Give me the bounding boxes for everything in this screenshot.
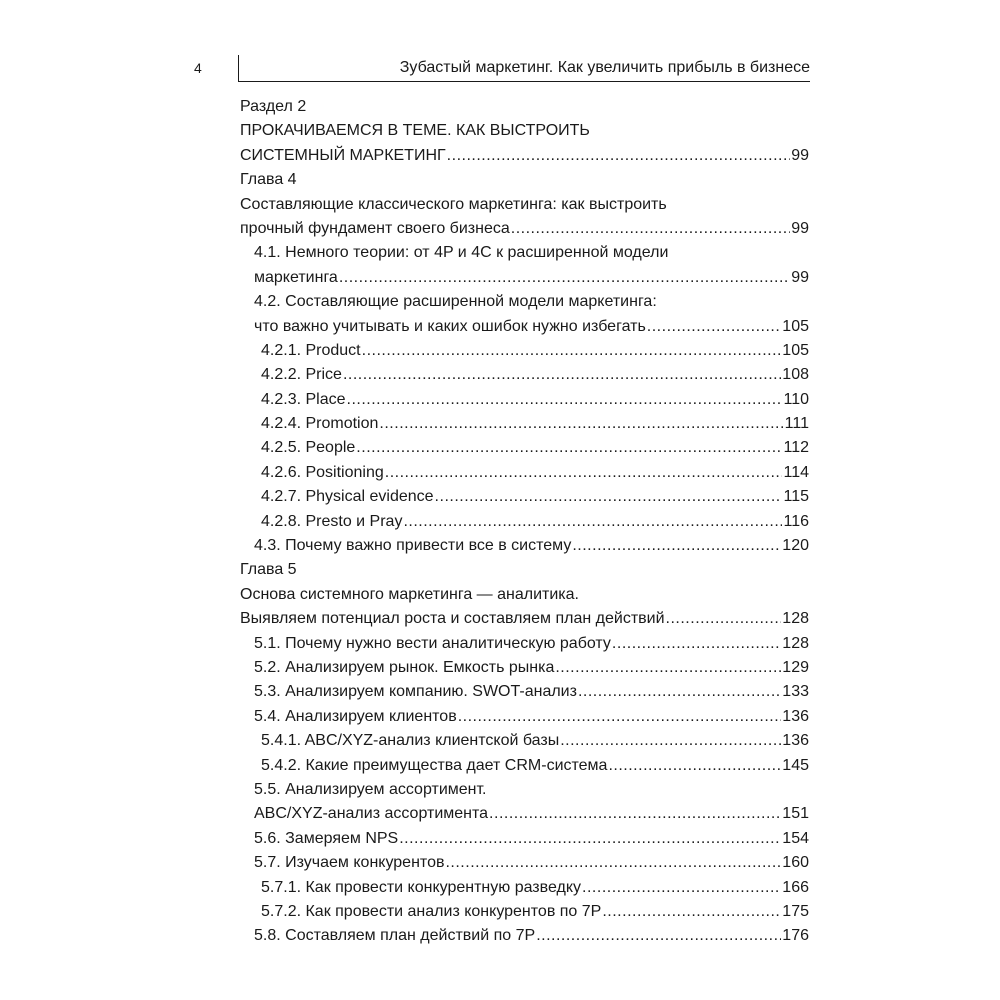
toc-entry: [240, 241, 809, 265]
toc-entry-page: 133: [782, 683, 809, 701]
toc-entry-title: 5.3. Анализируем компанию. SWOT-анализ: [254, 683, 577, 701]
dot-leader: [445, 851, 781, 875]
toc-entry-page: 129: [782, 658, 809, 676]
toc-entry: [240, 485, 809, 509]
toc-entry: [240, 168, 809, 192]
toc-entry-title: Раздел 2: [240, 98, 307, 115]
toc-entry: [240, 315, 809, 339]
table-of-contents: [240, 95, 809, 949]
dot-leader: [612, 632, 781, 656]
toc-entry-title: маркетинга: [254, 268, 338, 286]
toc-entry-title: ПРОКАЧИВАЕМСЯ В ТЕМЕ. КАК ВЫСТРОИТЬ: [240, 122, 590, 140]
toc-entry-page: 110: [783, 390, 809, 408]
toc-entry-title: 4.2.2. Price: [261, 366, 342, 384]
toc-entry-page: 99: [791, 146, 809, 164]
toc-entry-page: 154: [782, 829, 809, 847]
dot-leader: [647, 315, 782, 339]
toc-entry-title: Основа системного маркетинга — аналитика.: [240, 585, 579, 603]
dot-leader: [608, 754, 781, 778]
toc-entry-page: 99: [791, 268, 809, 286]
dot-leader: [447, 144, 791, 168]
dot-leader: [339, 266, 790, 290]
dot-leader: [403, 510, 782, 534]
toc-entry-title: 4.2.6. Positioning: [261, 463, 384, 481]
toc-entry-title: 4.2.4. Promotion: [261, 415, 379, 433]
toc-entry-title: 5.7. Изучаем конкурентов: [254, 854, 445, 872]
toc-entry-title: Составляющие классического маркетинга: как выстроить: [240, 195, 667, 213]
dot-leader: [578, 680, 781, 704]
toc-entry: [240, 802, 809, 826]
dot-leader: [385, 461, 783, 485]
toc-entry-page: 108: [782, 366, 809, 384]
toc-entry: [240, 363, 809, 387]
toc-entry: [240, 705, 809, 729]
dot-leader: [582, 876, 781, 900]
toc-entry: [240, 119, 809, 143]
toc-entry: [240, 510, 809, 534]
toc-entry: [240, 583, 809, 607]
dot-leader: [666, 607, 782, 631]
toc-entry-title: Глава 4: [240, 171, 297, 189]
toc-entry: [240, 217, 809, 241]
toc-entry: [240, 656, 809, 680]
toc-entry-page: 116: [783, 512, 809, 530]
toc-entry-page: 160: [782, 854, 809, 872]
toc-entry: [240, 412, 809, 436]
toc-entry-page: 136: [782, 707, 809, 725]
toc-entry-page: 176: [782, 927, 809, 945]
dot-leader: [399, 827, 781, 851]
toc-entry: [240, 876, 809, 900]
toc-entry-title: 4.1. Немного теории: от 4P и 4C к расширенной модели: [254, 244, 669, 262]
toc-entry-title: 4.3. Почему важно привести все в систему: [254, 537, 572, 555]
toc-entry-page: 145: [782, 756, 809, 774]
toc-entry: [240, 729, 809, 753]
toc-entry: [240, 558, 809, 582]
toc-entry-title: 4.2.5. People: [261, 439, 356, 457]
toc-entry-page: 136: [782, 732, 809, 750]
dot-leader: [560, 729, 781, 753]
dot-leader: [347, 388, 783, 412]
dot-leader: [489, 802, 781, 826]
toc-entry-page: 112: [783, 439, 809, 457]
dot-leader: [343, 363, 781, 387]
toc-entry-title: 4.2. Составляющие расширенной модели маркетинга:: [254, 293, 657, 311]
toc-entry: [240, 95, 809, 119]
toc-entry: [240, 900, 809, 924]
dot-leader: [458, 705, 782, 729]
toc-entry: [240, 924, 809, 948]
toc-entry-page: 111: [784, 415, 809, 433]
toc-entry-title: ABC/XYZ-анализ ассортимента: [254, 805, 489, 823]
toc-entry-page: 114: [783, 463, 809, 481]
toc-entry-title: 5.1. Почему нужно вести аналитическую работу: [254, 634, 611, 652]
dot-leader: [362, 339, 782, 363]
toc-entry: [240, 534, 809, 558]
toc-entry-title: 4.2.8. Presto и Pray: [261, 512, 403, 530]
toc-entry-title: 4.2.7. Physical evidence: [261, 488, 434, 506]
toc-entry: [240, 290, 809, 314]
toc-entry: [240, 193, 809, 217]
dot-leader: [356, 436, 782, 460]
toc-entry-title: 5.2. Анализируем рынок. Емкость рынка: [254, 658, 555, 676]
toc-entry: [240, 436, 809, 460]
toc-entry-title: 5.4.1. ABC/XYZ-анализ клиентской базы: [261, 732, 560, 750]
toc-entry-title: 5.8. Составляем план действий по 7P: [254, 927, 536, 945]
toc-entry-title: 4.2.3. Place: [261, 390, 346, 408]
toc-entry-title: 5.4. Анализируем клиентов: [254, 707, 457, 725]
toc-entry: [240, 778, 809, 802]
running-header: [238, 55, 810, 82]
toc-entry-title: Выявляем потенциал роста и составляем план действий: [240, 610, 665, 628]
toc-entry-page: 99: [791, 219, 809, 237]
toc-entry: [240, 266, 809, 290]
toc-entry-title: прочный фундамент своего бизнеса: [240, 219, 510, 237]
toc-entry-page: 105: [782, 341, 809, 359]
toc-entry: [240, 388, 809, 412]
toc-entry-page: 175: [782, 902, 809, 920]
toc-entry-title: 5.7.1. Как провести конкурентную разведку: [261, 878, 582, 896]
dot-leader: [572, 534, 781, 558]
page-number: 4: [194, 60, 202, 76]
toc-entry: [240, 827, 809, 851]
dot-leader: [555, 656, 781, 680]
dot-leader: [602, 900, 781, 924]
toc-entry-title: 5.4.2. Какие преимущества дает CRM-система: [261, 756, 608, 774]
toc-entry-page: 151: [782, 805, 809, 823]
toc-entry: [240, 144, 809, 168]
toc-entry: [240, 851, 809, 875]
dot-leader: [435, 485, 783, 509]
toc-entry: [240, 461, 809, 485]
toc-entry-title: 5.7.2. Как провести анализ конкурентов по 7P: [261, 902, 602, 920]
toc-entry-title: 4.2.1. Product: [261, 341, 361, 359]
toc-entry: [240, 339, 809, 363]
dot-leader: [379, 412, 783, 436]
toc-entry-page: 166: [782, 878, 809, 896]
toc-entry-title: 5.6. Замеряем NPS: [254, 829, 399, 847]
toc-entry-page: 120: [782, 537, 809, 555]
toc-entry: [240, 754, 809, 778]
dot-leader: [536, 924, 781, 948]
toc-entry-title: СИСТЕМНЫЙ МАРКЕТИНГ: [240, 146, 446, 164]
dot-leader: [511, 217, 790, 241]
toc-entry: [240, 680, 809, 704]
toc-entry-page: 115: [783, 488, 809, 506]
toc-entry: [240, 607, 809, 631]
toc-entry: [240, 632, 809, 656]
toc-entry-title: Глава 5: [240, 561, 297, 579]
toc-entry-page: 105: [782, 317, 809, 335]
running-title: Зубастый маркетинг. Как увеличить прибыль в бизнесе: [399, 59, 810, 76]
toc-entry-page: 128: [782, 610, 809, 628]
toc-entry-title: 5.5. Анализируем ассортимент.: [254, 780, 487, 798]
toc-entry-page: 128: [782, 634, 809, 652]
toc-entry-title: что важно учитывать и каких ошибок нужно избегать: [254, 317, 646, 335]
